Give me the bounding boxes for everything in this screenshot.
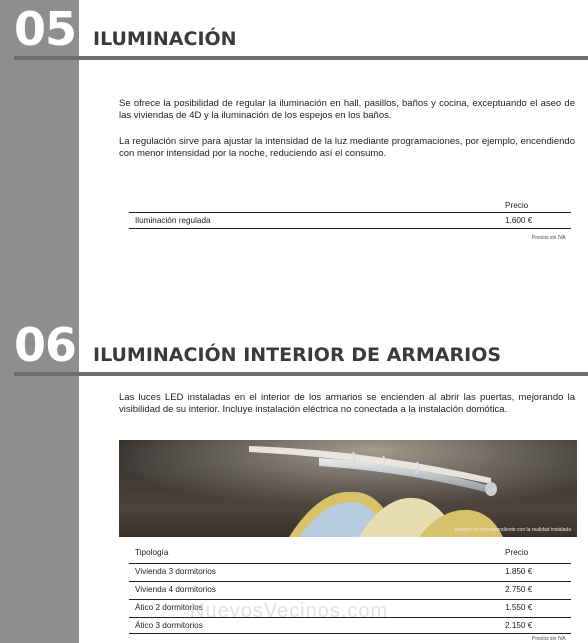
price-column-header: Precio [505, 548, 529, 557]
section-06-rule [14, 372, 588, 376]
section-05-number: 05 [14, 2, 77, 56]
row-item: Ático 3 dormitorios [135, 621, 203, 630]
row-item: Iluminación regulada [135, 216, 211, 225]
section-05-vat-note: Precios sin IVA [532, 235, 566, 241]
price-column-header: Precio [505, 201, 529, 210]
section-06-title: ILUMINACIÓN INTERIOR DE ARMARIOS [93, 344, 502, 366]
table-row [129, 212, 571, 229]
closet-illustration [119, 440, 577, 537]
table-header [129, 545, 571, 559]
row-item: Vivienda 4 dormitorios [135, 585, 216, 594]
image-caption: Imagen no correspondiente con la realidad instalada [454, 527, 571, 533]
section-06-number: 06 [14, 318, 77, 372]
table-row [129, 581, 571, 597]
section-05-title: ILUMINACIÓN [93, 28, 237, 50]
section-06-paragraph: Las luces LED instaladas en el interior de los armarios se encienden al abrir las puertas, mejorando la visibilidad de su interior. Incluye instalación eléctrica no conectada a la instalación domótica. [119, 392, 575, 415]
section-05-paragraph-1: Se ofrece la posibilidad de regular la iluminación en hall, pasillos, baños y cocina, exceptuando el aseo de las viviendas de 4D y la iluminación de los espejos en los baños. [119, 98, 575, 121]
row-price: 2.750 € [505, 585, 533, 594]
section-06-vat-note: Precios sin IVA [532, 636, 566, 642]
section-05-paragraph-2: La regulación sirve para ajustar la intensidad de la luz mediante programaciones, por ejemplo, encendiendo con menor intensidad por la noche, reduciendo así el consumo. [119, 136, 575, 159]
row-price: 2.150 € [505, 621, 533, 630]
tipologia-column-header: Tipología [135, 548, 169, 557]
row-price: 1.550 € [505, 603, 533, 612]
row-item: Ático 2 dormitorios [135, 603, 203, 612]
section-05-price-table [129, 198, 571, 236]
table-header [129, 198, 571, 212]
table-row [129, 563, 571, 579]
section-05-rule [14, 56, 588, 60]
row-price: 1.600 € [505, 216, 533, 225]
watermark: NuevosVecinos.com [190, 600, 389, 622]
row-price: 1.850 € [505, 567, 533, 576]
row-item: Vivienda 3 dormitorios [135, 567, 216, 576]
closet-led-photo [119, 440, 577, 537]
